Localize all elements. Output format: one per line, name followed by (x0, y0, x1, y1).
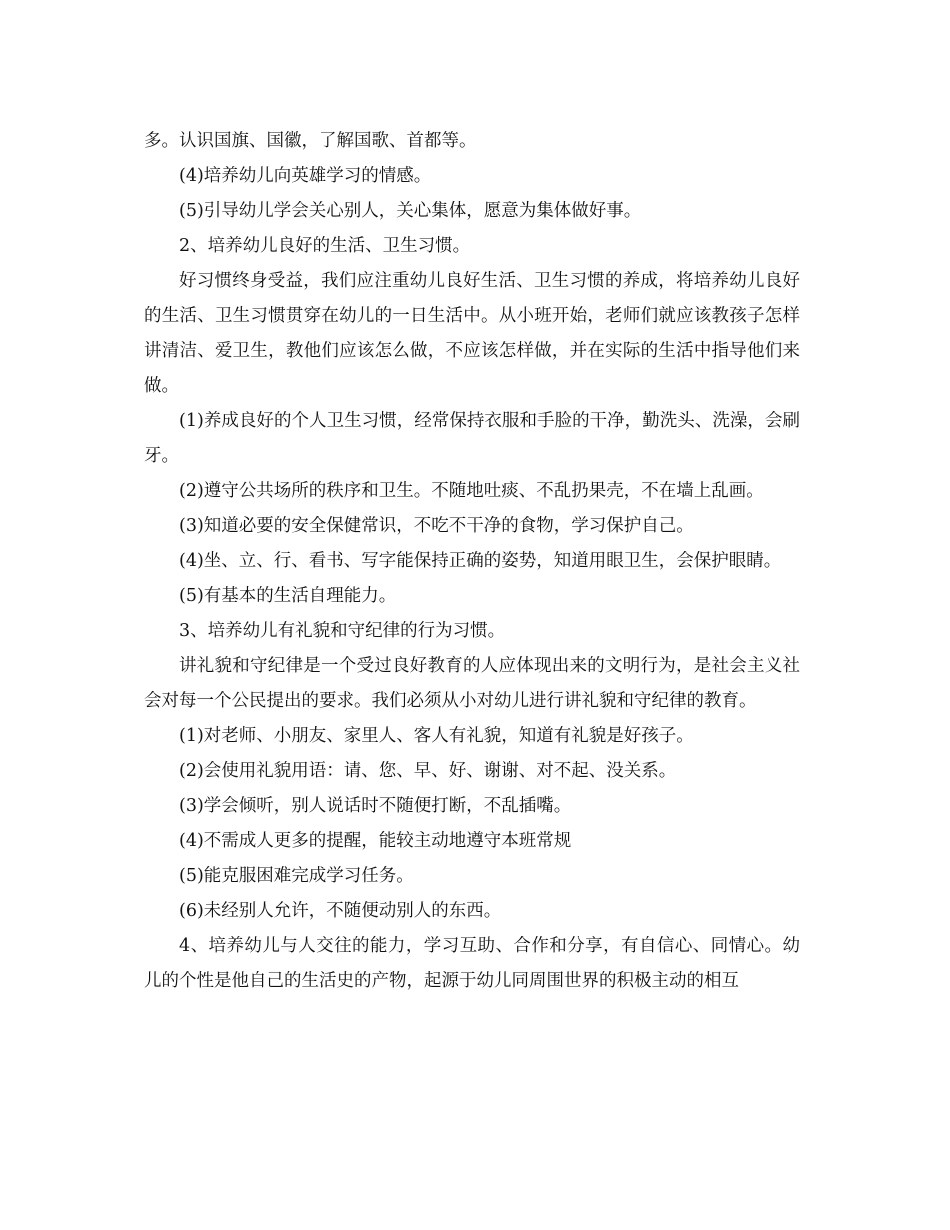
paragraph-hygiene-5: (5)有基本的生活自理能力。 (179, 586, 397, 606)
paragraph-manners-5: (5)能克服困难完成学习任务。 (179, 866, 414, 886)
paragraph-continuation: 多。认识国旗、国徽，了解国歌、首都等。 (144, 131, 477, 151)
paragraph-habits-intro: 好习惯终身受益，我们应注重幼儿良好生活、卫生习惯的养成，将培养幼儿良好的生活、卫生习惯贯穿在幼儿的一日生活中。从小班开始，老师们就应该教孩子怎样讲清洁、爱卫生，教他们应该怎么做，不应该怎样做，并在实际的生活中指导他们来做。 (144, 271, 800, 396)
paragraph-manners-2: (2)会使用礼貌用语：请、您、早、好、谢谢、对不起、没关系。 (179, 761, 677, 781)
paragraph-hygiene-2: (2)遵守公共场所的秩序和卫生。不随地吐痰、不乱扔果壳，不在墙上乱画。 (179, 481, 764, 501)
document-body (144, 124, 800, 999)
paragraph-item-5-care: (5)引导幼儿学会关心别人，关心集体，愿意为集体做好事。 (179, 201, 642, 221)
paragraph-manners-6: (6)未经别人允许，不随便动别人的东西。 (179, 901, 502, 921)
paragraph-manners-intro: 讲礼貌和守纪律是一个受过良好教育的人应体现出来的文明行为，是社会主义社会对每一个公民提出的要求。我们必须从小对幼儿进行讲礼貌和守纪律的教育。 (144, 656, 800, 711)
paragraph-manners-4: (4)不需成人更多的提醒，能较主动地遵守本班常规 (179, 831, 572, 851)
paragraph-hygiene-3: (3)知道必要的安全保健常识，不吃不干净的食物，学习保护自己。 (179, 516, 694, 536)
paragraph-hygiene-1: (1)养成良好的个人卫生习惯，经常保持衣服和手脸的干净，勤洗头、洗澡，会刷牙。 (144, 411, 800, 466)
section-heading-2: 2、培养幼儿良好的生活、卫生习惯。 (179, 236, 471, 256)
paragraph-item-4-heroes: (4)培养幼儿向英雄学习的情感。 (179, 166, 432, 186)
paragraph-hygiene-4: (4)坐、立、行、看书、写字能保持正确的姿势，知道用眼卫生，会保护眼睛。 (179, 551, 782, 571)
section-heading-3: 3、培养幼儿有礼貌和守纪律的行为习惯。 (179, 621, 506, 641)
paragraph-manners-3: (3)学会倾听，别人说话时不随便打断，不乱插嘴。 (179, 796, 572, 816)
section-heading-4: 4、培养幼儿与人交往的能力，学习互助、合作和分享，有自信心、同情心。幼儿的个性是他自己的生活史的产物，起源于幼儿同周围世界的积极主动的相互 (144, 936, 800, 991)
paragraph-manners-1: (1)对老师、小朋友、家里人、客人有礼貌，知道有礼貌是好孩子。 (179, 726, 694, 746)
